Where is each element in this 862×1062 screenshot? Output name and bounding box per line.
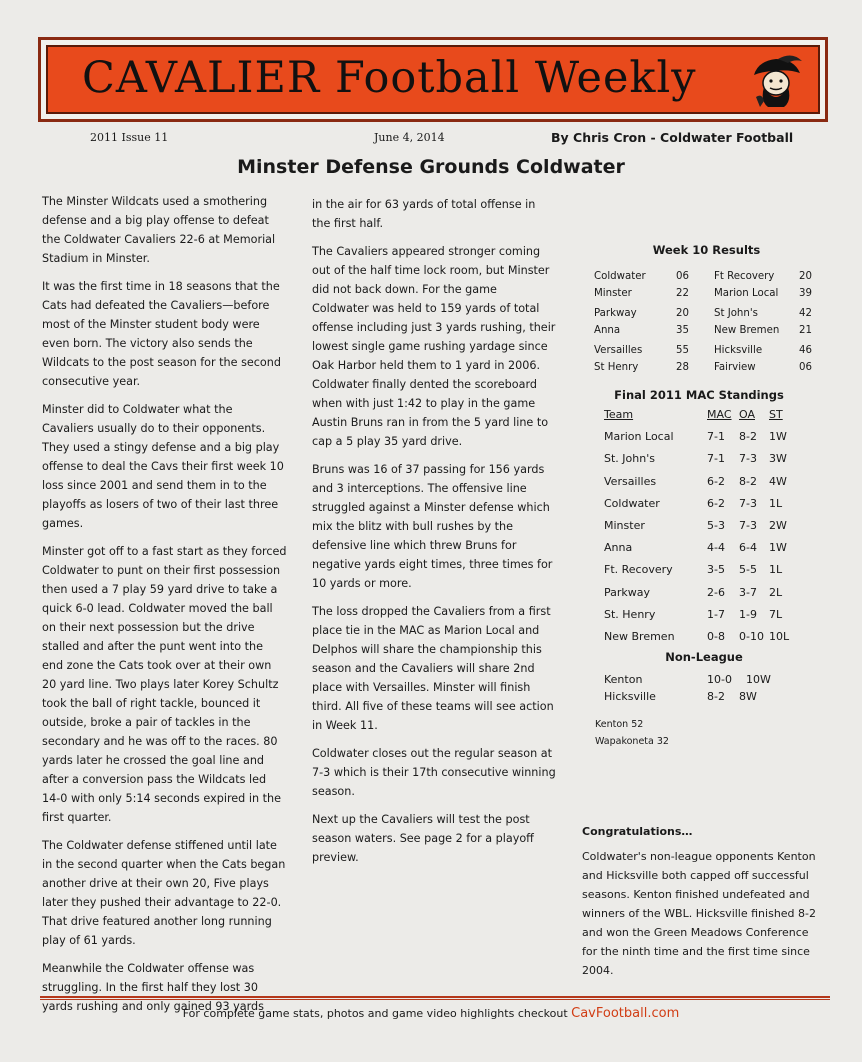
congratulations-body: Coldwater's non-league opponents Kenton and Hicksville both capped off successful seasons. Kenton finished undefeated and winners of the WBL. Hicksville finished 8-2 and won the Green Meadows Conference for the ninth time and the first time since 2004. <box>582 850 816 977</box>
paragraph: Coldwater closes out the regular season at 7-3 which is their 17th consecutive winning season. <box>312 747 556 798</box>
paragraph: Bruns was 16 of 37 passing for 156 yards and 3 interceptions. The offensive line struggled against a Minster defense which mix the blitz with bull rushes by the defensive line which threw Bruns for negative yards eight times, three times for 10 yards or more. <box>312 463 553 590</box>
team-score: 39 <box>799 288 812 299</box>
standings-row <box>604 537 804 559</box>
team-score: 20 <box>676 308 689 319</box>
standings-row <box>604 448 804 470</box>
mac-record: 1-7 <box>707 607 725 621</box>
masthead-title: CAVALIER Football Weekly <box>82 53 697 103</box>
paragraph: It was the first time in 18 seasons that the Cats had defeated the Cavaliers—before most of the Minster student body were even born. The victory also sends the Wildcats to the post season for the second consecutive year. <box>42 280 281 388</box>
mac-record: 4-4 <box>707 541 725 555</box>
streak: 10L <box>769 629 790 643</box>
overall-record: 5-5 <box>739 563 757 577</box>
overall-record: 8-2 <box>739 474 757 488</box>
standings-row <box>604 426 804 448</box>
standings-row <box>604 626 804 648</box>
paragraph: Minster did to Coldwater what the Cavaliers usually do to their opponents. They used a stingy defense and a big play offense to deal the Cavs their first week 10 loss since 2001 and send them in to the playoffs as losers of two of their last three games. <box>42 403 284 530</box>
streak: 4W <box>769 474 787 488</box>
mac-record: 7-1 <box>707 452 725 466</box>
header-st: ST <box>769 408 783 421</box>
team-name: St. John's <box>604 452 655 466</box>
streak: 2W <box>769 518 787 532</box>
overall-record: 8-2 <box>739 430 757 444</box>
streak: 7L <box>769 607 783 621</box>
extra-score <box>595 716 669 750</box>
streak: 10W <box>746 673 771 686</box>
standings-row <box>604 493 804 515</box>
team-name: Ft Recovery <box>714 271 775 282</box>
team-name: St. Henry <box>604 607 656 621</box>
footer <box>0 1006 862 1021</box>
paragraph: The loss dropped the Cavaliers from a first place tie in the MAC as Marion Local and Delphos will share the championship this season and the Cavaliers will share 2nd place with Versailles. Minster will finish third. All five of these teams will see action in Week 11. <box>312 605 554 732</box>
team-name: Coldwater <box>604 496 660 510</box>
cavalier-head-logo-icon <box>748 53 804 109</box>
overall-record: 3-7 <box>739 585 757 599</box>
standings-row <box>604 515 804 537</box>
overall-record: 7-3 <box>739 452 757 466</box>
masthead-banner <box>46 45 820 114</box>
week-results <box>594 243 819 377</box>
paragraph: Next up the Cavaliers will test the post season waters. See page 2 for a playoff preview. <box>312 813 534 864</box>
streak: 1W <box>769 430 787 444</box>
paragraph: Meanwhile the Coldwater offense was struggling. In the first half they lost 30 yards rushing and only gained 93 yards <box>42 962 264 1013</box>
header-mac: MAC <box>707 408 732 421</box>
overall-record: 8-2 <box>707 690 725 703</box>
team-name: Marion Local <box>714 288 779 299</box>
team-score: 55 <box>676 345 689 356</box>
standings-row <box>604 582 804 604</box>
team-name: New Bremen <box>604 629 675 643</box>
team-score: 20 <box>799 271 812 282</box>
overall-record: 7-3 <box>739 518 757 532</box>
header-team: Team <box>604 408 634 421</box>
streak: 8W <box>739 690 757 703</box>
article-column-2 <box>312 195 556 876</box>
mac-record: 6-2 <box>707 474 725 488</box>
results-title: Week 10 Results <box>652 243 761 257</box>
issue-number: 2011 Issue 11 <box>90 131 169 144</box>
team-score: 06 <box>676 271 689 282</box>
paragraph: Minster got off to a fast start as they forced Coldwater to punt on their first possession then used a 7 play 59 yard drive to take a quick 6-0 lead. Coldwater moved the ball on their next possession but the drive stalled and after the punt went into the end zone the Cats took over at their own 20 yard line. Two plays later Korey Schultz took the ball of right tackle, bounced it outside, broke a pair of tackles in the secondary and he was off to the races. 80 yards later he crossed the goal line and after a conversion pass the Wildcats led 14-0 with only 5:14 seconds expired in the first quarter. <box>42 545 287 824</box>
paragraph: The Coldwater defense stiffened until late in the second quarter when the Cats began another drive at their own 20, Five plays later they pushed their advantage to 22-0. That drive featured another long running play of 61 yards. <box>42 839 286 947</box>
team-name: Parkway <box>604 585 651 599</box>
streak: 3W <box>769 452 787 466</box>
team-name: Anna <box>604 541 633 555</box>
team-name: Hicksville <box>604 690 656 703</box>
team-score: 35 <box>676 325 689 336</box>
team-score: 22 <box>676 288 689 299</box>
paragraph: The Cavaliers appeared stronger coming out of the half time lock room, but Minster did not back down. For the game Coldwater was held to 159 yards of total offense including just 3 yards rushing, their lowest single game rushing yardage since Oak Harbor held them to 1 yard in 2006. Coldwater finally dented the scoreboard when with just 1:42 to play in the game Austin Bruns ran in from the 5 yard line to cap a 5 play 35 yard drive. <box>312 245 556 448</box>
nonleague-title: Non-League <box>665 650 743 664</box>
team-name: Fairview <box>714 362 756 373</box>
mac-record: 7-1 <box>707 430 725 444</box>
mac-record: 3-5 <box>707 563 725 577</box>
congratulations-heading: Congratulations… <box>582 825 693 838</box>
team-name: Anna <box>594 325 621 336</box>
team-name: St Henry <box>594 362 639 373</box>
team-name: Kenton <box>604 673 643 686</box>
overall-record: 10-0 <box>707 673 732 686</box>
streak: 1L <box>769 496 783 510</box>
overall-record: 6-4 <box>739 541 757 555</box>
article-column-1 <box>42 192 287 1025</box>
team-name: Marion Local <box>604 430 674 444</box>
masthead <box>38 37 828 122</box>
team-score: 28 <box>676 362 689 373</box>
game-result <box>594 306 819 340</box>
team-score: 42 <box>799 308 812 319</box>
overall-record: 0-10 <box>739 629 764 643</box>
team-name: Minster <box>604 518 645 532</box>
standings-header <box>604 404 804 426</box>
mac-record: 6-2 <box>707 496 725 510</box>
mac-standings <box>604 388 804 648</box>
byline: By Chris Cron - Coldwater Football <box>551 130 794 145</box>
standings-title: Final 2011 MAC Standings <box>614 388 784 402</box>
mac-record: 2-6 <box>707 585 725 599</box>
team-name: New Bremen <box>714 325 780 336</box>
streak: 1L <box>769 563 783 577</box>
team-name: Coldwater <box>594 271 646 282</box>
issue-date: June 4, 2014 <box>374 131 445 144</box>
standings-row <box>604 471 804 493</box>
team-name: Hicksville <box>714 345 763 356</box>
extra-score-line: Kenton 52 <box>595 719 644 730</box>
footer-text: For complete game stats, photos and game video highlights checkout <box>182 1007 572 1020</box>
overall-record: 1-9 <box>739 607 757 621</box>
footer-rule <box>40 996 830 1000</box>
nonleague-row <box>604 690 804 710</box>
paragraph: The Minster Wildcats used a smothering defense and a big play offense to defeat the Coldwater Cavaliers 22-6 at Memorial Stadium in Minster. <box>42 195 276 265</box>
game-result <box>594 343 819 377</box>
header-oa: OA <box>739 408 755 421</box>
game-result <box>594 269 819 303</box>
team-name: St John's <box>714 308 758 319</box>
headline: Minster Defense Grounds Coldwater <box>237 156 625 178</box>
website-link[interactable]: CavFootball.com <box>571 1006 680 1021</box>
overall-record: 7-3 <box>739 496 757 510</box>
extra-score-line: Wapakoneta 32 <box>595 736 669 747</box>
team-score: 21 <box>799 325 812 336</box>
standings-row <box>604 559 804 581</box>
streak: 2L <box>769 585 783 599</box>
streak: 1W <box>769 541 787 555</box>
mac-record: 5-3 <box>707 518 725 532</box>
team-name: Versailles <box>594 345 643 356</box>
paragraph: in the air for 63 yards of total offense in the first half. <box>312 198 536 230</box>
team-score: 06 <box>799 362 812 373</box>
mac-record: 0-8 <box>707 629 725 643</box>
team-name: Ft. Recovery <box>604 563 673 577</box>
standings-row <box>604 604 804 626</box>
team-name: Minster <box>594 288 632 299</box>
team-name: Parkway <box>594 308 637 319</box>
team-score: 46 <box>799 345 812 356</box>
team-name: Versailles <box>604 474 657 488</box>
congratulations-box <box>582 822 820 980</box>
